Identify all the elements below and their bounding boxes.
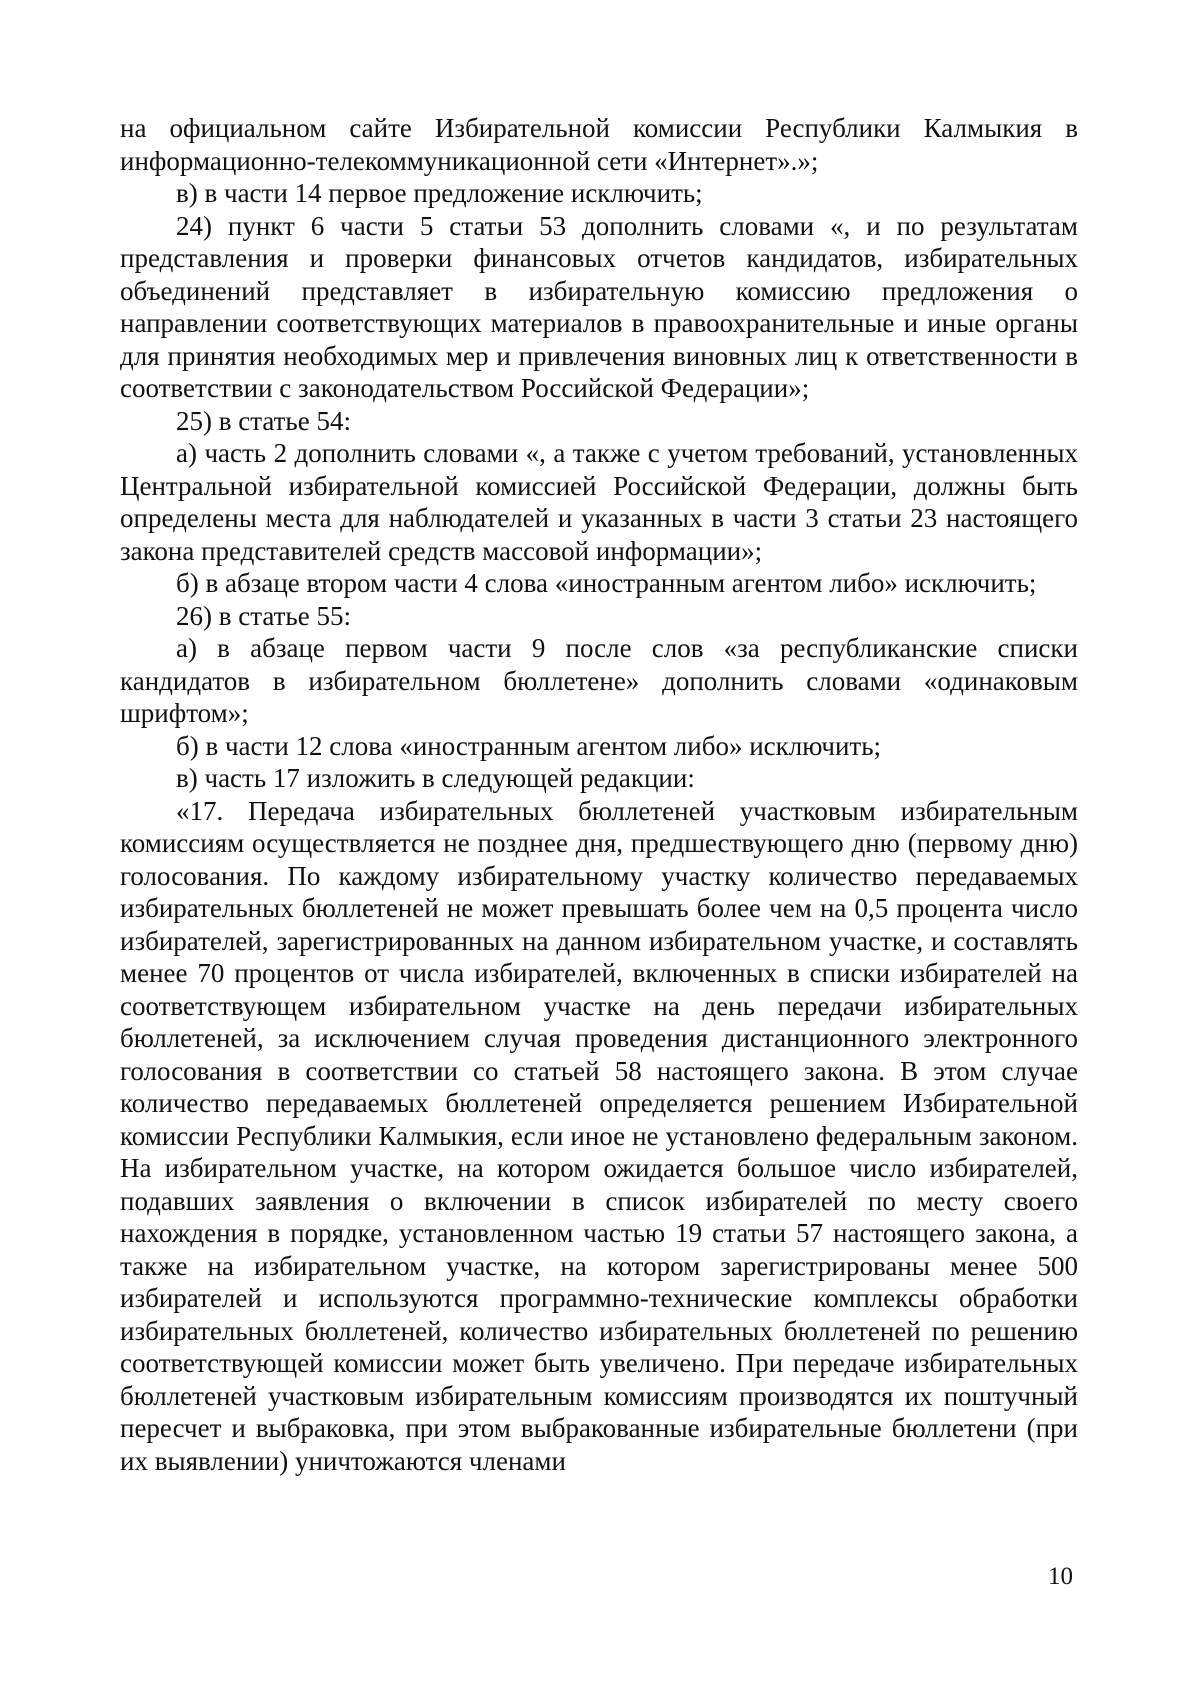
paragraph-item-26v: в) часть 17 изложить в следующей редакции:	[176, 763, 695, 793]
paragraph-item-v-part-14: в) в части 14 первое предложение исключить;	[176, 178, 703, 208]
document-body	[120, 112, 1078, 1477]
page-number: 10	[1048, 1563, 1073, 1590]
paragraph-item-25b: б) в абзаце втором части 4 слова «иностранным агентом либо» исключить;	[176, 568, 1037, 598]
paragraph-part-17-text: «17. Передача избирательных бюллетеней участковым избирательным комиссиям осуществляется не позднее дня, предшествующего дню (первому дню) голосования. По каждому избирательному участку количество передаваемых избирательных бюллетеней не может превышать более чем на 0,5 процента число избирателей, зарегистрированных на данном избирательном участке, и составлять менее 70 процентов от числа избирателей, включенных в списки избирателей на соответствующем избирательном участке на день передачи избирательных бюллетеней, за исключением случая проведения дистанционного электронного голосования в соответствии со статьей 58 настоящего закона. В этом случае количество передаваемых бюллетеней определяется решением Избирательной комиссии Республики Калмыкия, если иное не установлено федеральным законом. На избирательном участке, на котором ожидается большое число избирателей, подавших заявления о включении в список избирателей по месту своего нахождения в порядке, установленном частью 19 статьи 57 настоящего закона, а также на избирательном участке, на котором зарегистрированы менее 500 избирателей и используются программно-технические комплексы обработки избирательных бюллетеней, количество избирательных бюллетеней по решению соответствующей комиссии может быть увеличено. При передаче избирательных бюллетеней участковым избирательным комиссиям производятся их поштучный пересчет и выбраковка, при этом выбракованные избирательные бюллетени (при их выявлении) уничтожаются членами	[120, 795, 1078, 1476]
paragraph-item-26b: б) в части 12 слова «иностранным агентом либо» исключить;	[176, 730, 882, 761]
paragraph-item-25: 25) в статье 54:	[176, 405, 351, 436]
paragraph-item-24: 24) пункт 6 части 5 статьи 53 дополнить словами «, и по результатам представления и проверки финансовых отчетов кандидатов, избирательных объединений представляет в избирательную комиссию предложения о направлении соответствующих материалов в правоохранительные и иные органы для принятия необходимых мер и привлечения виновных лиц к ответственности в соответствии с законодательством Российской Федерации»;	[120, 210, 1078, 403]
paragraph-item-25a: а) часть 2 дополнить словами «, а также с учетом требований, установленных Центральной избирательной комиссией Российской Федерации, должны быть определены места для наблюдателей и указанных в части 3 статьи 23 настоящего закона представителей средств массовой информации»;	[120, 438, 1078, 566]
paragraph-continuation: на официальном сайте Избирательной комиссии Республики Калмыкия в информационно-телекоммуникационной сети «Интернет».»;	[120, 113, 1078, 176]
paragraph-item-26: 26) в статье 55:	[176, 600, 351, 631]
paragraph-item-26a: а) в абзаце первом части 9 после слов «за республиканские списки кандидатов в избирательном бюллетене» дополнить словами «одинаковым шрифтом»;	[120, 633, 1078, 728]
